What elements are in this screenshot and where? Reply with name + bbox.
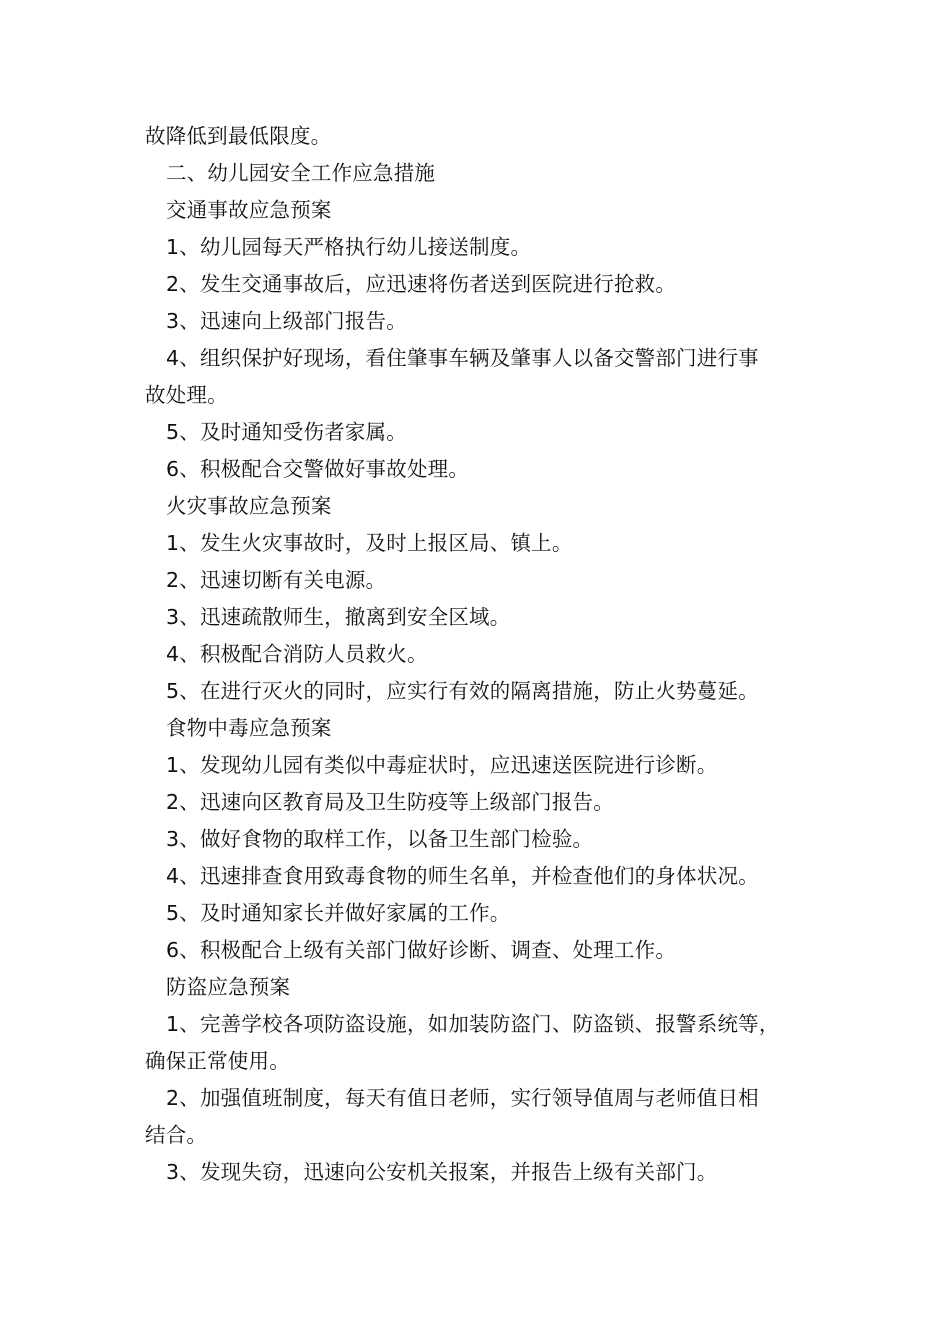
text-line: 二、幼儿园安全工作应急措施 [166, 161, 436, 185]
text-line: 食物中毒应急预案 [166, 716, 332, 740]
text-line: 5、及时通知家长并做好家属的工作。 [166, 901, 511, 925]
text-line: 防盗应急预案 [166, 975, 291, 999]
text-line: 故降低到最低限度。 [145, 124, 332, 148]
text-line: 确保正常使用。 [145, 1049, 290, 1073]
text-line: 2、迅速向区教育局及卫生防疫等上级部门报告。 [166, 790, 614, 814]
text-line: 1、发生火灾事故时，及时上报区局、镇上。 [166, 531, 573, 555]
text-line: 1、完善学校各项防盗设施，如加装防盗门、防盗锁、报警系统等， [166, 1012, 780, 1036]
text-line: 2、加强值班制度，每天有值日老师，实行领导值周与老师值日相 [166, 1086, 759, 1110]
text-line: 1、发现幼儿园有类似中毒症状时，应迅速送医院进行诊断。 [166, 753, 718, 777]
text-line: 6、积极配合上级有关部门做好诊断、调查、处理工作。 [166, 938, 677, 962]
text-line: 6、积极配合交警做好事故处理。 [166, 457, 470, 481]
text-line: 故处理。 [145, 383, 228, 407]
text-line: 5、在进行灭火的同时，应实行有效的隔离措施，防止火势蔓延。 [166, 679, 759, 703]
text-line: 4、迅速排查食用致毒食物的师生名单，并检查他们的身体状况。 [166, 864, 759, 888]
text-line: 5、及时通知受伤者家属。 [166, 420, 407, 444]
text-line: 3、迅速疏散师生，撤离到安全区域。 [166, 605, 511, 629]
text-line: 2、迅速切断有关电源。 [166, 568, 387, 592]
text-line: 火灾事故应急预案 [166, 494, 332, 518]
text-line: 结合。 [145, 1123, 208, 1147]
text-line: 3、做好食物的取样工作，以备卫生部门检验。 [166, 827, 594, 851]
text-line: 3、发现失窃，迅速向公安机关报案，并报告上级有关部门。 [166, 1160, 718, 1184]
text-line: 交通事故应急预案 [166, 198, 332, 222]
text-line: 3、迅速向上级部门报告。 [166, 309, 407, 333]
text-line: 1、幼儿园每天严格执行幼儿接送制度。 [166, 235, 532, 259]
text-line: 4、积极配合消防人员救火。 [166, 642, 428, 666]
text-line: 4、组织保护好现场，看住肇事车辆及肇事人以备交警部门进行事 [166, 346, 759, 370]
text-line: 2、发生交通事故后，应迅速将伤者送到医院进行抢救。 [166, 272, 677, 296]
document-body [145, 118, 835, 1191]
